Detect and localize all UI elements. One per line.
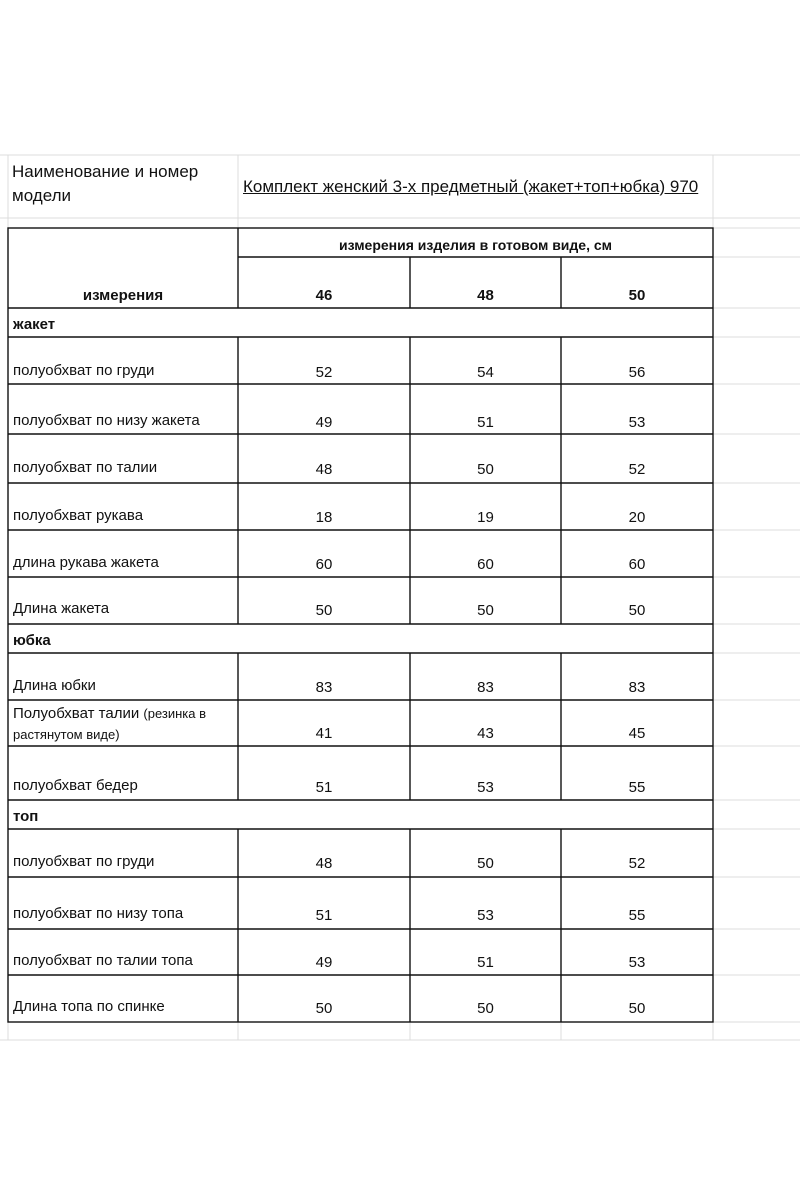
jacket-row-label: полуобхват по низу жакета <box>13 412 200 429</box>
jacket-row-value: 60 <box>315 556 333 573</box>
jacket-row-value: 18 <box>315 509 333 526</box>
top-row-value: 50 <box>628 1000 646 1017</box>
section-jacket: жакет <box>13 316 56 333</box>
size-46-header: 46 <box>315 287 333 304</box>
model-title-text: Комплект женский 3-х предметный (жакет+топ+юбка) 970 <box>243 178 699 196</box>
top-row-value: 50 <box>477 1000 494 1017</box>
header-label: измерения <box>82 287 164 304</box>
top-row-value: 50 <box>315 1000 333 1017</box>
jacket-row-value: 19 <box>477 509 494 526</box>
top-row-value: 52 <box>628 855 646 872</box>
jacket-row-label: полуобхват по груди <box>13 362 155 379</box>
top-row-label: полуобхват по груди <box>13 853 155 870</box>
size-48-header: 48 <box>477 287 494 304</box>
skirt-row-label: полуобхват бедер <box>13 777 138 794</box>
skirt-row-label-multiline <box>8 703 238 745</box>
jacket-row-value: 53 <box>628 414 646 431</box>
jacket-row-value: 52 <box>315 364 333 381</box>
model-label-line2: модели <box>12 186 71 205</box>
section-skirt: юбка <box>13 632 51 649</box>
top-row-value: 48 <box>315 855 333 872</box>
jacket-row-label: полуобхват рукава <box>13 507 144 524</box>
jacket-row-value: 49 <box>315 414 333 431</box>
jacket-row-value: 20 <box>628 509 646 526</box>
top-row-value: 53 <box>628 954 646 971</box>
top-row-label: полуобхват по низу топа <box>13 905 184 922</box>
jacket-row-value: 51 <box>477 414 494 431</box>
jacket-row-value: 52 <box>628 461 646 478</box>
model-label-line1: Наименование и номер <box>12 162 199 181</box>
top-row-label: полуобхват по талии топа <box>13 952 193 969</box>
model-label <box>8 160 238 216</box>
skirt-row-note: растянутом виде) <box>13 727 120 742</box>
skirt-row-value: 83 <box>315 679 333 696</box>
jacket-row-value: 60 <box>477 556 494 573</box>
jacket-row-value: 50 <box>315 602 333 619</box>
section-top: топ <box>13 808 39 825</box>
size-50-header: 50 <box>628 287 646 304</box>
jacket-row-value: 50 <box>628 602 646 619</box>
skirt-row-note: (резинка в <box>143 706 207 721</box>
jacket-row-label: длина рукава жакета <box>13 554 159 571</box>
skirt-row-value: 53 <box>477 779 494 796</box>
jacket-row-value: 50 <box>477 602 494 619</box>
skirt-row-value: 41 <box>315 725 333 742</box>
skirt-row-value: 55 <box>628 779 646 796</box>
skirt-row-label: Полуобхват талии <box>13 705 140 722</box>
top-row-value: 50 <box>477 855 494 872</box>
top-row-value: 51 <box>477 954 494 971</box>
jacket-row-label: Длина жакета <box>13 600 110 617</box>
top-row-value: 49 <box>315 954 333 971</box>
jacket-row-value: 54 <box>477 364 494 381</box>
top-row-value: 51 <box>315 907 333 924</box>
jacket-row-label: полуобхват по талии <box>13 459 158 476</box>
top-row-value: 55 <box>628 907 646 924</box>
jacket-row-value: 48 <box>315 461 333 478</box>
jacket-row-value: 56 <box>628 364 646 381</box>
top-row-label: Длина топа по спинке <box>13 998 165 1015</box>
skirt-row-label: Длина юбки <box>13 677 96 694</box>
skirt-row-value: 83 <box>628 679 646 696</box>
group-header: измерения изделия в готовом виде, см <box>338 237 613 253</box>
model-title <box>243 178 793 202</box>
jacket-row-value: 60 <box>628 556 646 573</box>
skirt-row-value: 45 <box>628 725 646 742</box>
skirt-row-value: 43 <box>477 725 494 742</box>
top-row-value: 53 <box>477 907 494 924</box>
skirt-row-value: 83 <box>477 679 494 696</box>
jacket-row-value: 50 <box>477 461 494 478</box>
skirt-row-value: 51 <box>315 779 333 796</box>
